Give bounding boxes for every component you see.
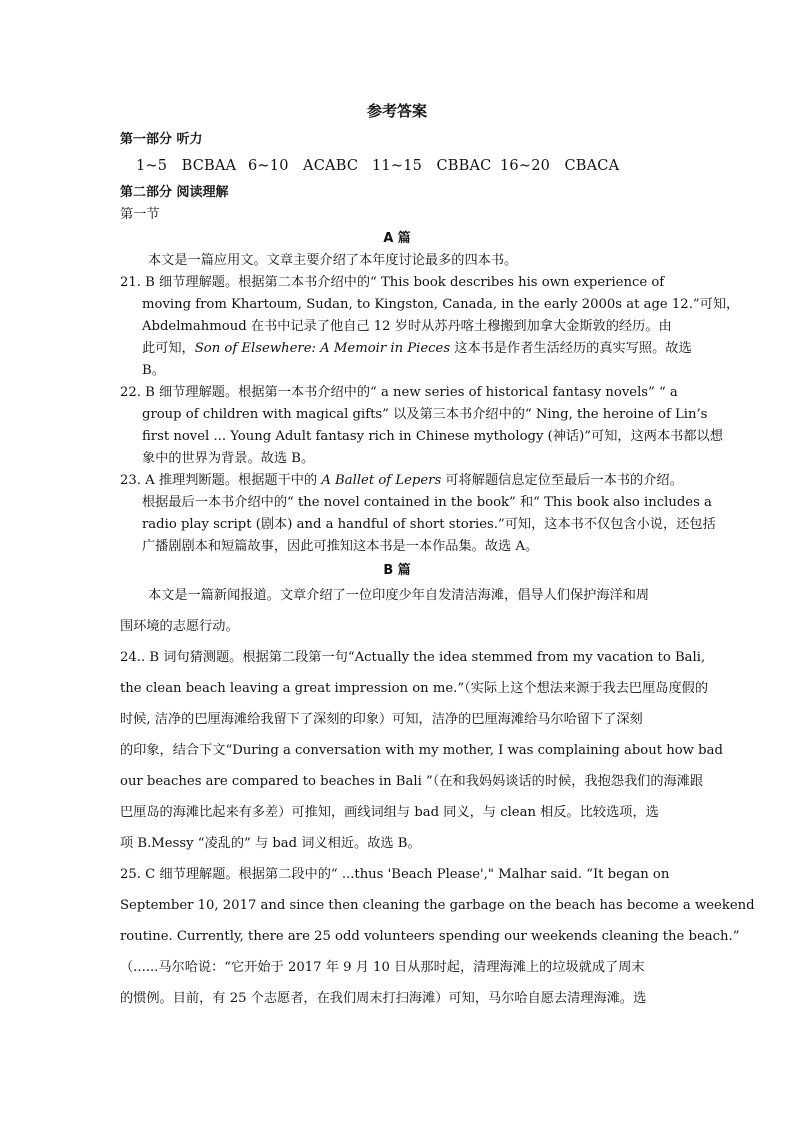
q22-line-4: 象中的世界为背景。故选 B。 (142, 451, 315, 466)
passage-b-heading: B 篇 (383, 563, 411, 578)
q25-line-4: （......马尔哈说：“它开始于 2017 年 9 月 10 日从那时起，清理海滩上的垃圾就成了周末 (120, 960, 645, 975)
passage-a-intro: 本文是一篇应用文。文章主要介绍了本年度讨论最多的四本书。 (148, 253, 518, 268)
book-title-ballet-of-lepers: A Ballet of Lepers (321, 473, 442, 488)
q21-line-3: Abdelmahmoud 在书中记录了他自己 12 岁时从苏丹喀土穆搬到加拿大金斯敦的经历。由 (142, 319, 672, 334)
q23-line-1-a: 23. A 推理判断题。根据题干中的 (120, 473, 322, 488)
q25-line-5: 的惯例。目前，有 25 个志愿者，在我们周末打扫海滩）可知，马尔哈自愿去清理海滩。选 (120, 991, 647, 1006)
part1-heading: 第一部分 听力 (120, 132, 203, 147)
q24-line-6: 巴厘岛的海滩比起来有多差）可推知，画线词组与 bad 同义，与 clean 相反。比较选项，选 (120, 805, 659, 820)
q22-line-3: first novel ... Young Adult fantasy rich in Chinese mythology (神话)”可知，这两本书都以想 (142, 429, 723, 444)
q24-line-3: 时候, 洁净的巴厘海滩给我留下了深刻的印象）可知，洁净的巴厘海滩给马尔哈留下了深刻 (120, 712, 643, 727)
q21-line-2: moving from Khartoum, Sudan, to Kingston, Canada, in the early 2000s at age 12.”可知， (142, 297, 740, 312)
q24-line-1: 24.. B 词句猜测题。根据第二段第一句“Actually the idea stemmed from my vacation to Bali, (120, 650, 706, 665)
q21-line-4 (142, 339, 692, 359)
answer-group-1-5: 1~5 BCBAA (136, 158, 237, 174)
section-1-label: 第一节 (120, 207, 160, 222)
q23-line-1-c: 可将解题信息定位至最后一本书的介绍。 (441, 473, 683, 488)
page-title: 参考答案 (366, 102, 427, 120)
passage-b-intro-1: 本文是一篇新闻报道。文章介绍了一位印度少年自发清洁海滩，倡导人们保护海洋和周 (148, 588, 650, 603)
answer-group-6-10: 6~10 ACABC (248, 158, 359, 174)
q24-line-7: 项 B.Messy “凌乱的” 与 bad 词义相近。故选 B。 (120, 836, 421, 851)
answer-group-16-20: 16~20 CBACA (500, 158, 620, 174)
answer-group-11-15: 11~15 CBBAC (372, 158, 492, 174)
listening-answers (136, 156, 619, 176)
q25-line-3: routine. Currently, there are 25 odd volunteers spending our weekends cleaning the beach.” (120, 929, 740, 944)
q25-line-1: 25. C 细节理解题。根据第二段中的“ ...thus 'Beach Please'," Malhar said. “It began on (120, 867, 670, 882)
q23-line-1 (120, 471, 683, 491)
q24-line-4: 的印象，结合下文“During a conversation with my mother, I was complaining about how bad (120, 743, 723, 758)
q23-line-4: 广播剧剧本和短篇故事，因此可推知这本书是一本作品集。故选 A。 (142, 539, 539, 554)
q21-line-4-a: 此可知， (142, 341, 195, 356)
q21-line-5: B。 (142, 363, 165, 378)
q23-line-2: 根据最后一本书介绍中的“ the novel contained in the book” 和“ This book also includes a (142, 495, 712, 510)
q21-line-1: 21. B 细节理解题。根据第二本书介绍中的“ This book describes his own experience of (120, 275, 665, 290)
part2-heading: 第二部分 阅读理解 (120, 185, 229, 200)
q25-line-2: September 10, 2017 and since then cleaning the garbage on the beach has become a weekend (120, 898, 755, 913)
passage-b-intro-2: 围环境的志愿行动。 (120, 619, 239, 634)
q23-line-3: radio play script (剧本) and a handful of short stories.”可知，这本书不仅包含小说，还包括 (142, 517, 716, 532)
book-title-son-of-elsewhere: Son of Elsewhere: A Memoir in Pieces (194, 341, 451, 356)
q24-line-2: the clean beach leaving a great impression on me.”（实际上这个想法来源于我去巴厘岛度假的 (120, 681, 709, 696)
q21-line-4-c: 这本书是作者生活经历的真实写照。故选 (450, 341, 692, 356)
q22-line-2: group of children with magical gifts” 以及第三本书介绍中的“ Ning, the heroine of Lin’s (142, 407, 708, 422)
q24-line-5: our beaches are compared to beaches in Bali ”（在和我妈妈谈话的时候，我抱怨我们的海滩跟 (120, 774, 704, 789)
passage-a-heading: A 篇 (383, 231, 411, 246)
q22-line-1: 22. B 细节理解题。根据第一本书介绍中的“ a new series of historical fantasy novels” “ a (120, 385, 678, 400)
